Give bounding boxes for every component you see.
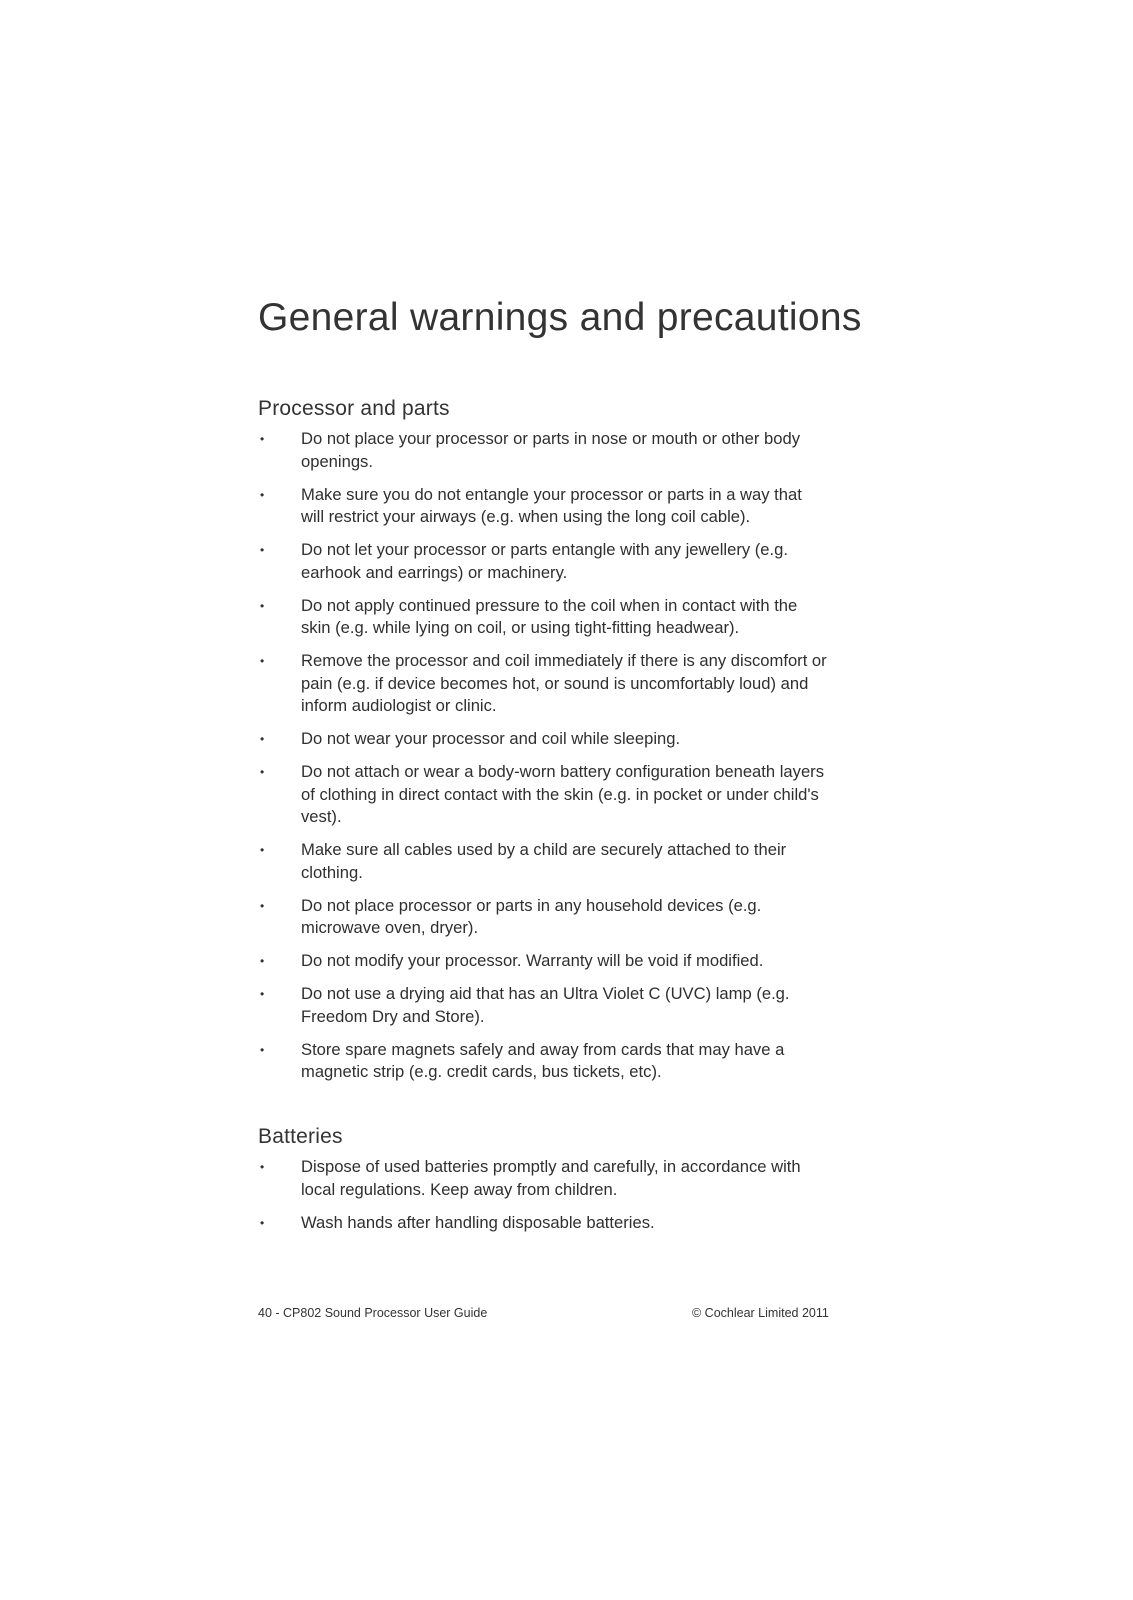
list-item-text: Do not use a drying aid that has an Ultra Violet C (UVC) lamp (e.g. Freedom Dry and Store). <box>301 984 790 1026</box>
list-item <box>258 728 829 751</box>
page-title: General warnings and precautions <box>258 296 862 339</box>
list-item <box>258 650 829 718</box>
list-item-text: Do not modify your processor. Warranty will be void if modified. <box>301 951 764 970</box>
list-item-text: Make sure all cables used by a child are securely attached to their clothing. <box>301 840 787 882</box>
list-item-text: Do not wear your processor and coil while sleeping. <box>301 729 681 748</box>
list-item-text: Do not apply continued pressure to the coil when in contact with the skin (e.g. while lying on coil, or using tight-fitting headwear). <box>301 595 798 637</box>
list-item <box>258 539 829 584</box>
list-item <box>258 839 829 884</box>
list-item-text: Store spare magnets safely and away from cards that may have a magnetic strip (e.g. credit cards, bus tickets, etc). <box>301 1039 785 1081</box>
section-heading-batteries: Batteries <box>258 1125 343 1148</box>
list-item-text: Remove the processor and coil immediately if there is any discomfort or pain (e.g. if device becomes hot, or sound is uncomfortably loud) and inform audiologist or clinic. <box>301 651 827 715</box>
list-item-text: Wash hands after handling disposable batteries. <box>301 1212 655 1232</box>
bullet-icon: • <box>260 432 265 446</box>
list-item <box>258 595 829 640</box>
list-item <box>258 983 829 1028</box>
section-heading-processor: Processor and parts <box>258 397 450 420</box>
list-item-text: Do not attach or wear a body-worn battery configuration beneath layers of clothing in direct contact with the skin (e.g. in pocket or under child's vest). <box>301 762 825 826</box>
bullet-icon: • <box>260 987 265 1001</box>
bullet-icon: • <box>260 843 265 857</box>
bullet-icon: • <box>260 765 265 779</box>
bullet-icon: • <box>260 654 265 668</box>
list-item <box>258 761 829 829</box>
list-item <box>258 484 829 529</box>
bullet-icon: • <box>260 1160 265 1174</box>
list-item <box>258 950 829 973</box>
footer-copyright: © Cochlear Limited 2011 <box>692 1306 829 1320</box>
bullet-icon: • <box>260 543 265 557</box>
list-item-text: Do not place your processor or parts in nose or mouth or other body openings. <box>301 429 800 471</box>
processor-warning-list <box>258 428 858 1084</box>
list-item <box>258 1212 829 1235</box>
bullet-icon: • <box>260 732 265 746</box>
bullet-icon: • <box>260 1215 265 1230</box>
bullet-icon: • <box>260 898 265 913</box>
list-item-text: Do not place processor or parts in any household devices (e.g. microwave oven, dryer). <box>301 895 762 937</box>
bullet-icon: • <box>260 954 265 968</box>
list-item <box>258 1039 829 1084</box>
section-processor-and-parts <box>258 397 858 1094</box>
list-item <box>258 1156 829 1201</box>
list-item <box>258 428 829 473</box>
footer-page-label: 40 - CP802 Sound Processor User Guide <box>258 1306 488 1320</box>
list-item <box>258 895 829 940</box>
batteries-warning-list <box>258 1156 858 1234</box>
section-batteries <box>258 1125 858 1245</box>
bullet-icon: • <box>260 598 265 613</box>
bullet-icon: • <box>260 1042 265 1057</box>
bullet-icon: • <box>260 487 265 502</box>
list-item-text: Make sure you do not entangle your processor or parts in a way that will restrict your airways (e.g. when using the long coil cable). <box>301 484 802 526</box>
list-item-text: Do not let your processor or parts entangle with any jewellery (e.g. earhook and earrings) or machinery. <box>301 540 788 582</box>
list-item-text: Dispose of used batteries promptly and carefully, in accordance with local regulations. Keep away from children. <box>301 1157 801 1199</box>
